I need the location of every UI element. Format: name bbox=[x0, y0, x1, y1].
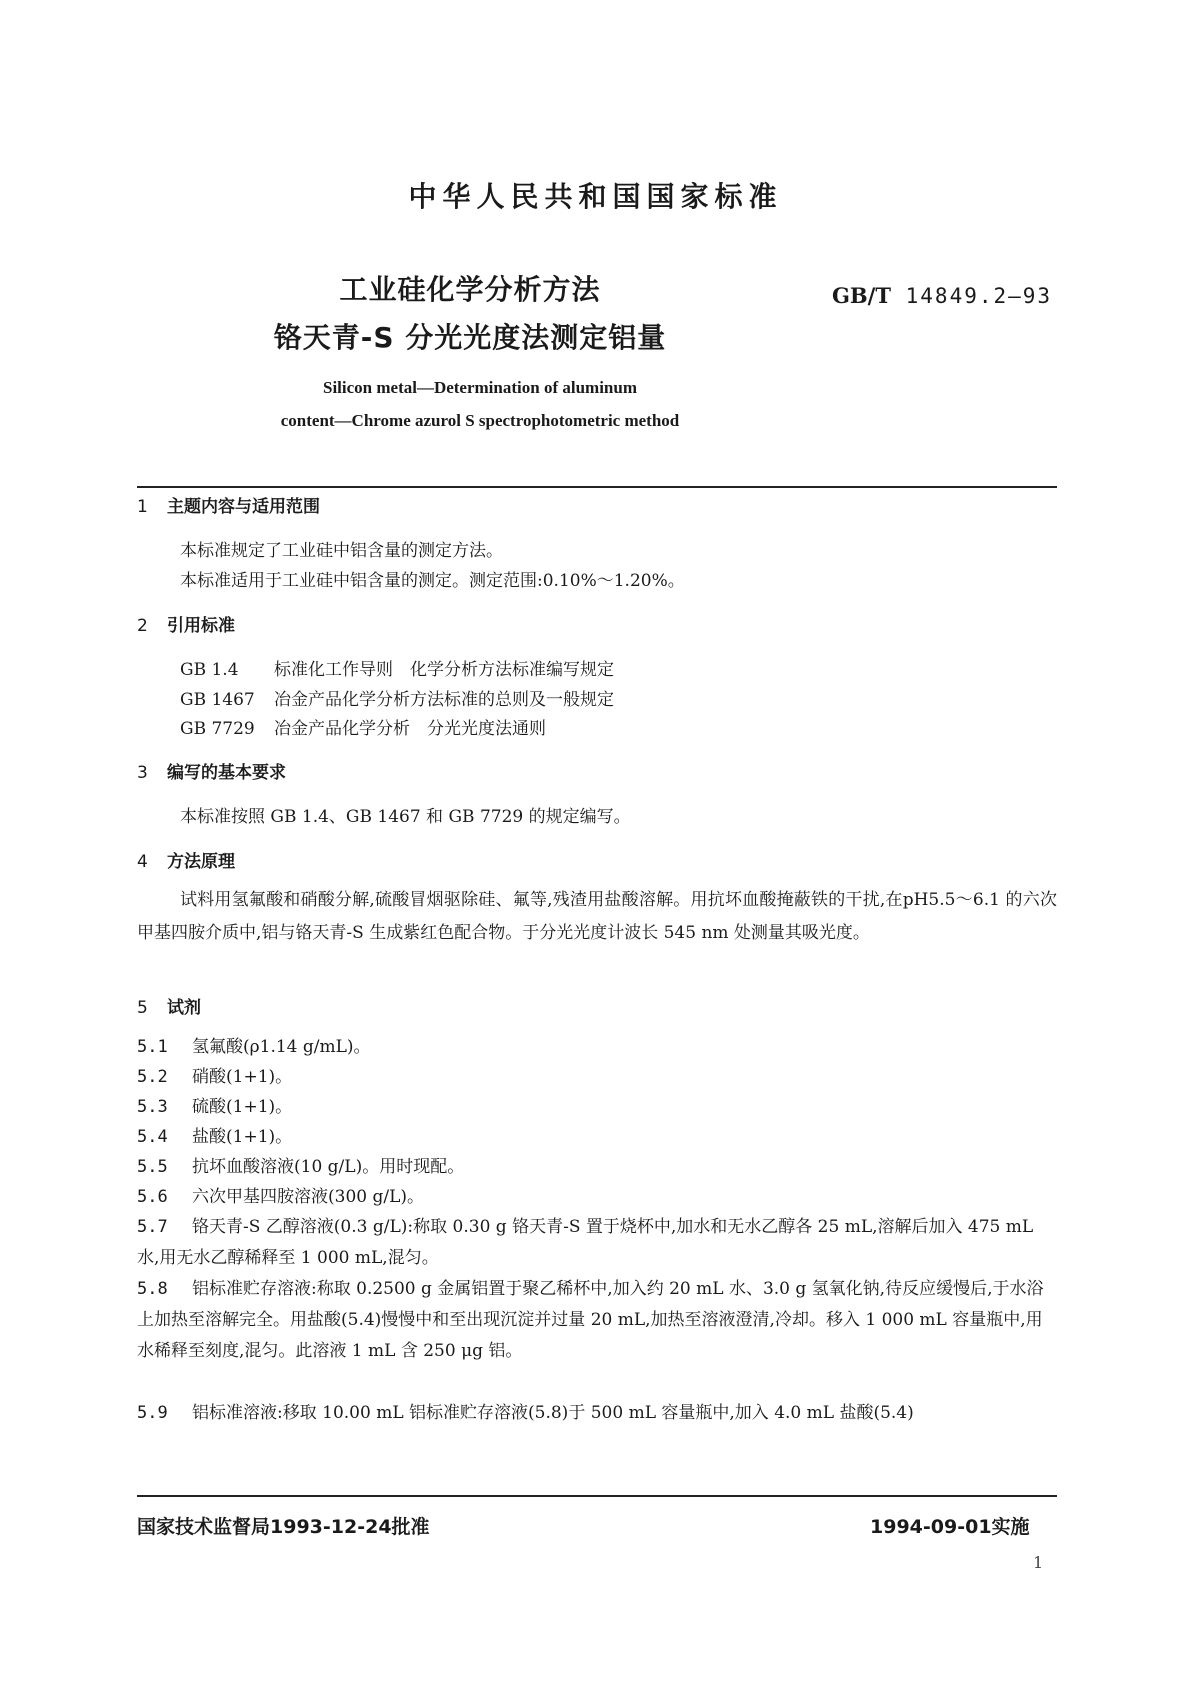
standard-code bbox=[832, 283, 1052, 308]
section-3-heading bbox=[137, 758, 286, 783]
reference-text: 标准化工作导则 化学分析方法标准编写规定 bbox=[274, 660, 614, 680]
title-cn-line1: 工业硅化学分析方法 bbox=[339, 273, 601, 306]
reagent-number: 5.7 bbox=[137, 1217, 168, 1237]
title-cn-line2: 铬天青-S 分光光度法测定铝量 bbox=[273, 321, 667, 354]
section-1-line-2: 本标准适用于工业硅中铝含量的测定。测定范围:0.10%～1.20%。 bbox=[180, 571, 685, 591]
reagent-item bbox=[137, 1122, 1057, 1153]
reagent-text: 铬天青-S 乙醇溶液(0.3 g/L):称取 0.30 g 铬天青-S 置于烧杯中,加水和无水乙醇各 25 mL,溶解后加入 475 mL 水,用无水乙醇稀释至 1 000 mL,混匀。 bbox=[137, 1217, 1034, 1268]
reagent-text: 盐酸(1+1)。 bbox=[192, 1127, 293, 1147]
section-title: 方法原理 bbox=[167, 852, 235, 872]
section-number: 3 bbox=[137, 763, 148, 783]
reagent-text: 铝标准贮存溶液:称取 0.2500 g 金属铝置于聚乙稀杯中,加入约 20 mL 水、3.0 g 氢氧化钠,待反应缓慢后,于水浴上加热至溶解完全。用盐酸(5.4)慢慢中和至出现沉淀并过量 20 mL,加热至溶液澄清,冷却。移入 1 000 mL 容量瓶中,用水稀释至刻度,混匀。此溶液 1 mL 含 250 μg 铝。 bbox=[137, 1279, 1044, 1361]
reference-code: GB 1.4 bbox=[180, 660, 239, 680]
reagent-text: 六次甲基四胺溶液(300 g/L)。 bbox=[192, 1187, 425, 1207]
reagent-item bbox=[137, 1274, 1057, 1367]
approval-date: 国家技术监督局1993-12-24批准 bbox=[137, 1516, 430, 1538]
section-4-heading bbox=[137, 847, 235, 872]
section-title: 主题内容与适用范围 bbox=[167, 497, 320, 517]
reagent-number: 5.9 bbox=[137, 1403, 168, 1423]
section-number: 5 bbox=[137, 998, 148, 1018]
section-number: 2 bbox=[137, 616, 148, 636]
reference-text: 冶金产品化学分析方法标准的总则及一般规定 bbox=[274, 690, 614, 710]
section-2-heading bbox=[137, 611, 235, 636]
reagent-item bbox=[137, 1062, 1057, 1093]
reagent-item bbox=[137, 1092, 1057, 1123]
reagent-item bbox=[137, 1152, 1057, 1183]
reference-text: 冶金产品化学分析 分光光度法通则 bbox=[274, 719, 546, 739]
reagent-number: 5.3 bbox=[137, 1097, 168, 1117]
footer-divider bbox=[137, 1495, 1057, 1497]
reagent-number: 5.4 bbox=[137, 1127, 168, 1147]
reagent-text: 硫酸(1+1)。 bbox=[192, 1097, 293, 1117]
reagent-text: 氢氟酸(ρ1.14 g/mL)。 bbox=[192, 1037, 371, 1057]
reagent-text: 抗坏血酸溶液(10 g/L)。用时现配。 bbox=[192, 1157, 465, 1177]
standard-prefix: GB/T bbox=[832, 283, 891, 308]
standard-number: 14849.2—93 bbox=[905, 284, 1053, 308]
implementation-date: 1994-09-01实施 bbox=[870, 1516, 1030, 1538]
section-1-heading bbox=[137, 492, 320, 517]
section-title: 试剂 bbox=[167, 998, 201, 1018]
section-1-line-1: 本标准规定了工业硅中铝含量的测定方法。 bbox=[180, 541, 503, 561]
reagent-text: 硝酸(1+1)。 bbox=[192, 1067, 293, 1087]
reagent-number: 5.2 bbox=[137, 1067, 168, 1087]
title-en-line2: content—Chrome azurol S spectrophotometric method bbox=[280, 411, 680, 430]
reference-item bbox=[180, 655, 614, 680]
national-standard-heading: 中华人民共和国国家标准 bbox=[408, 180, 783, 213]
reagent-item bbox=[137, 1032, 1057, 1063]
section-4-paragraph: 试料用氢氟酸和硝酸分解,硫酸冒烟驱除硅、氟等,残渣用盐酸溶解。用抗坏血酸掩蔽铁的干扰,在pH5.5～6.1 的六次甲基四胺介质中,铝与铬天青-S 生成紫红色配合物。于分光光度计波长 545 nm 处测量其吸光度。 bbox=[137, 890, 1057, 943]
section-title: 引用标准 bbox=[167, 616, 235, 636]
title-en-line1: Silicon metal—Determination of aluminum bbox=[322, 378, 637, 397]
reference-item bbox=[180, 685, 614, 710]
reagent-item bbox=[137, 1212, 1057, 1274]
reagent-item bbox=[137, 1398, 1057, 1429]
reference-code: GB 7729 bbox=[180, 719, 255, 739]
reference-code: GB 1467 bbox=[180, 690, 255, 710]
reagent-text: 铝标准溶液:移取 10.00 mL 铝标准贮存溶液(5.8)于 500 mL 容量瓶中,加入 4.0 mL 盐酸(5.4) bbox=[192, 1403, 914, 1423]
reagent-item bbox=[137, 1182, 1057, 1213]
reagent-number: 5.1 bbox=[137, 1037, 168, 1057]
page-number: 1 bbox=[1033, 1553, 1044, 1572]
header-divider bbox=[137, 486, 1057, 488]
reagent-number: 5.5 bbox=[137, 1157, 168, 1177]
reference-item bbox=[180, 714, 546, 739]
section-number: 4 bbox=[137, 852, 148, 872]
section-title: 编写的基本要求 bbox=[167, 763, 286, 783]
reagent-number: 5.6 bbox=[137, 1187, 168, 1207]
reagent-number: 5.8 bbox=[137, 1279, 168, 1299]
section-3-line: 本标准按照 GB 1.4、GB 1467 和 GB 7729 的规定编写。 bbox=[180, 807, 631, 827]
section-number: 1 bbox=[137, 497, 148, 517]
section-5-heading bbox=[137, 993, 201, 1018]
